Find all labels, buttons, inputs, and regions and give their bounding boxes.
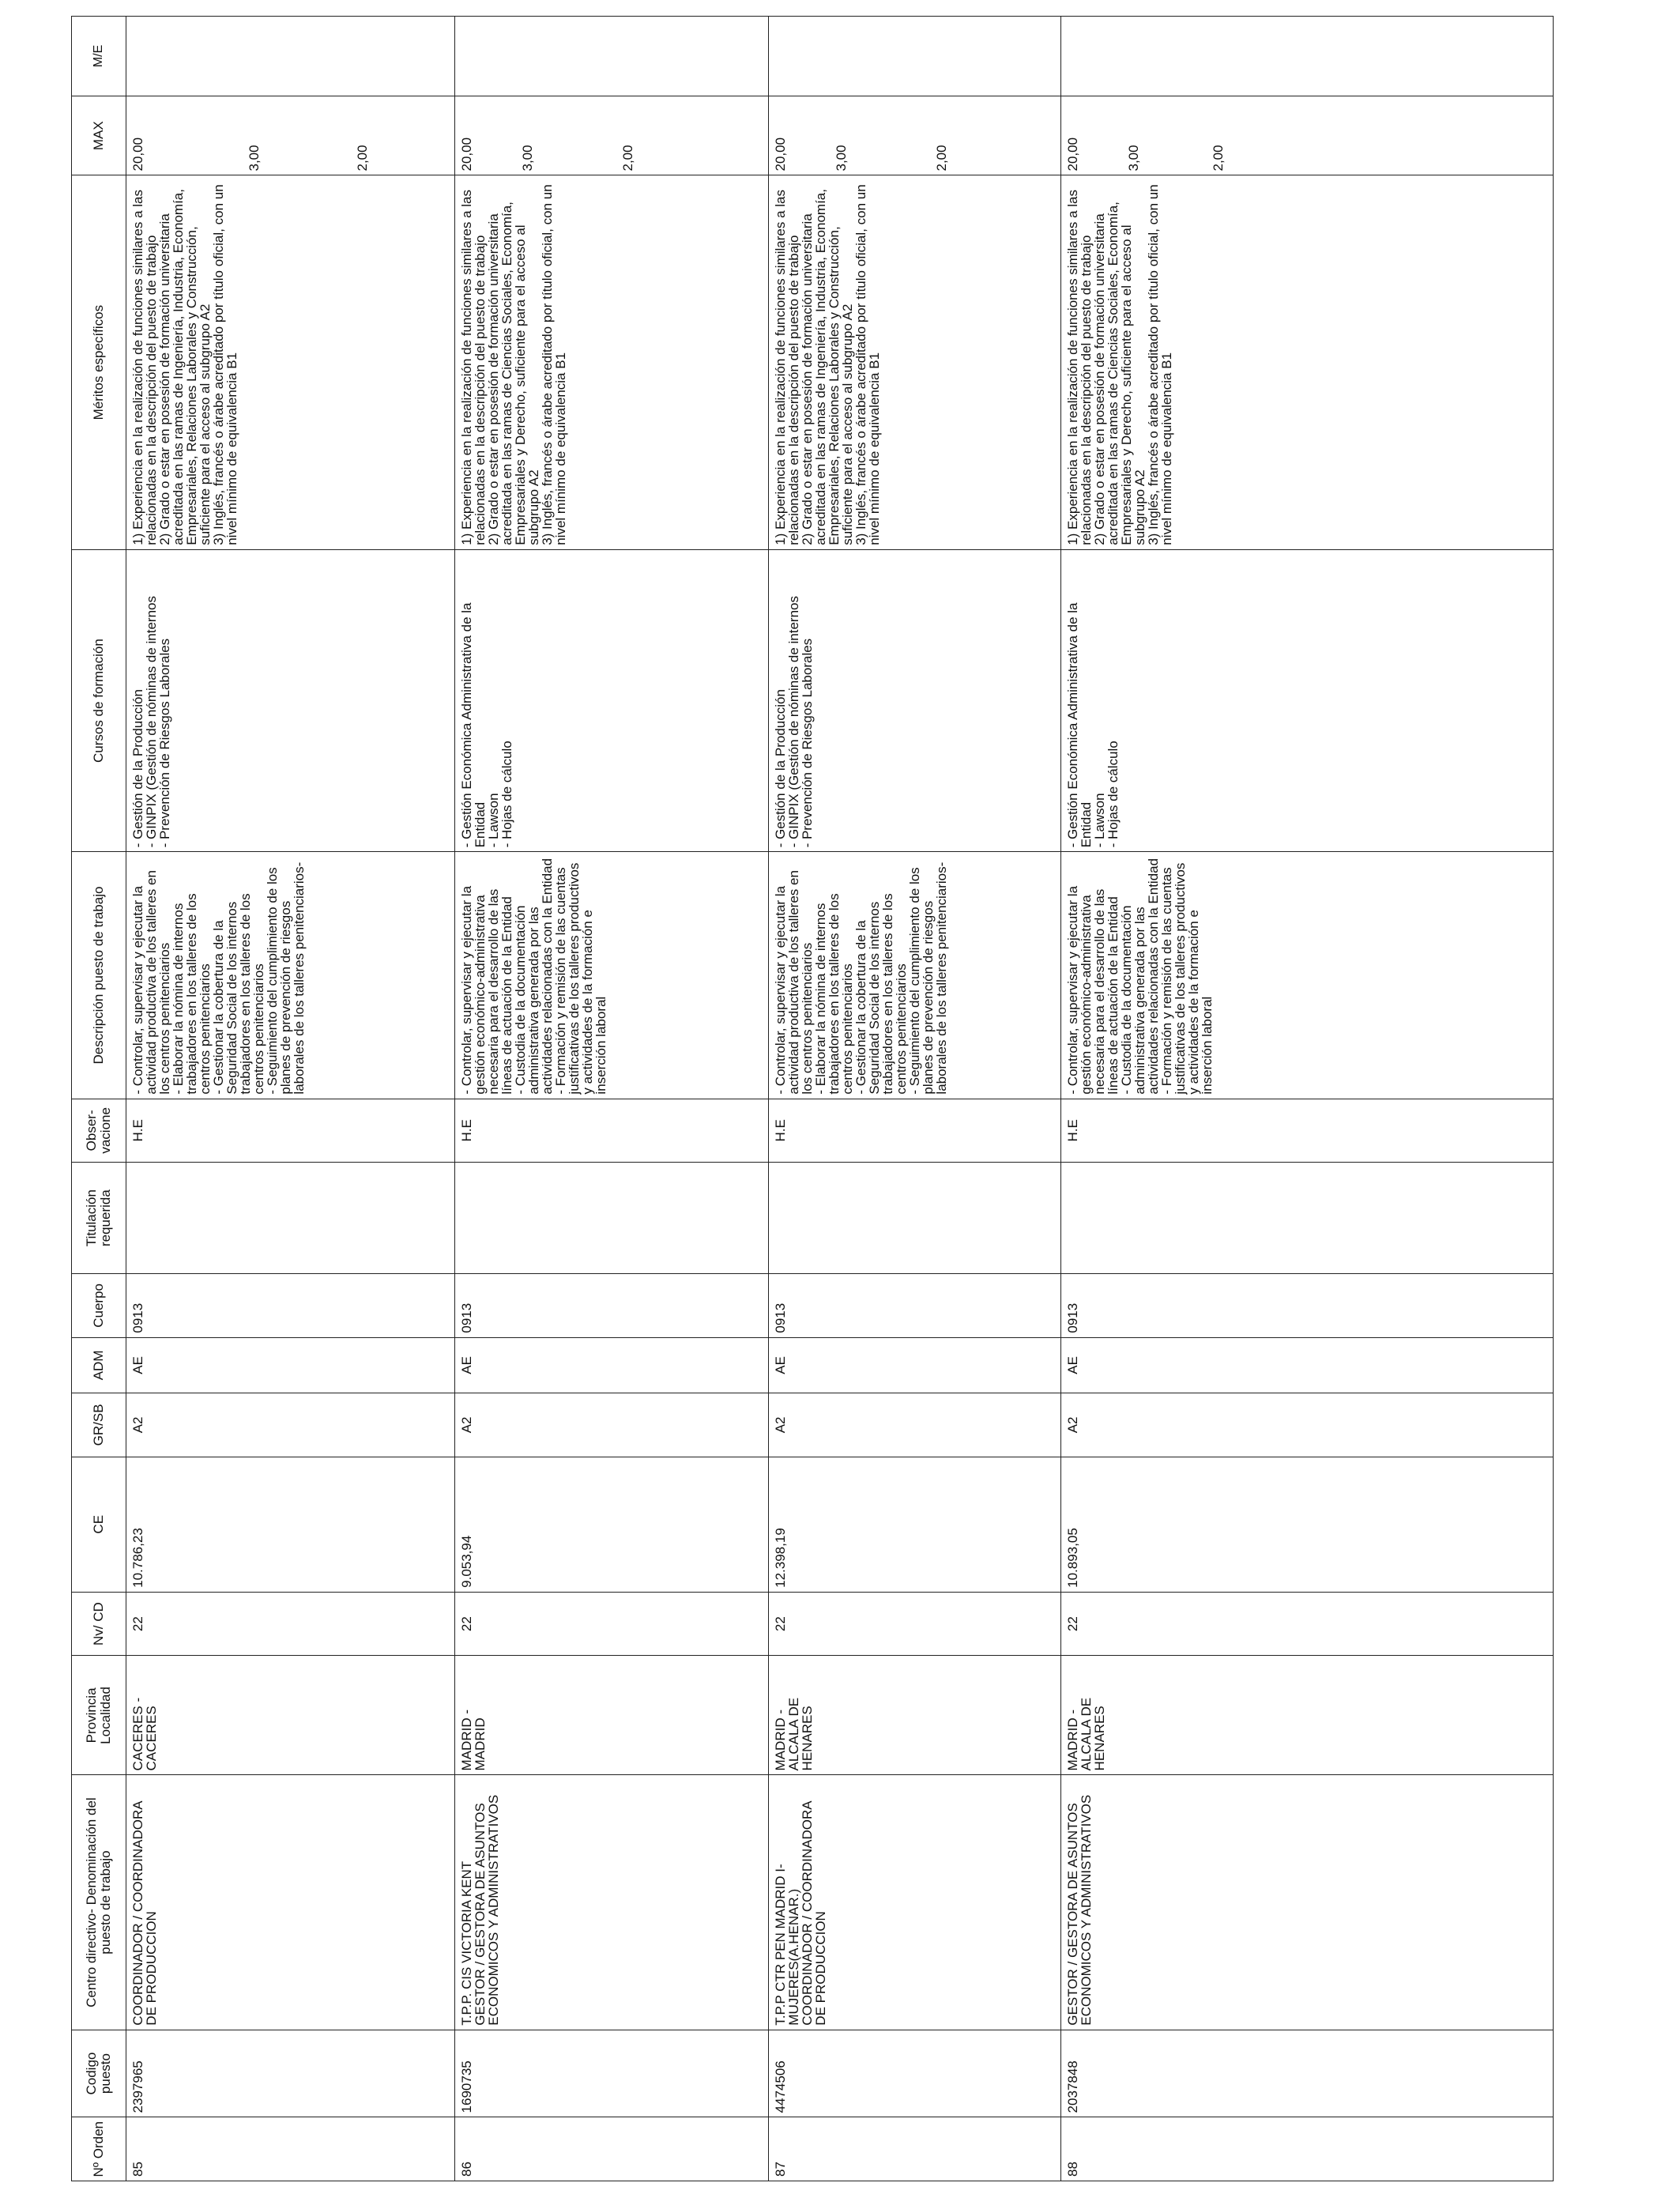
cell-observaciones: H.E	[454, 1099, 768, 1163]
cell-cursos: - Gestión Económica Administrativa de la Entidad - Lawson - Hojas de cálculo	[454, 549, 768, 852]
denominacion: GESTOR / GESTORA DE ASUNTOS ECONOMICOS Y ADMINISTRATIVOS	[472, 1794, 501, 2026]
cell-nivel: 22	[768, 1592, 1060, 1656]
max-value: 20,00	[1064, 137, 1080, 172]
cell-max	[454, 96, 768, 175]
max-value: 2,00	[355, 145, 370, 172]
cell-meritos: 1) Experiencia en la realización de funciones similares a las relacionadas en la descripción del puesto de trabajo 2) Grado o estar en posesión de formación universitaria acreditada en las ramas de Ciencias Sociales, Economía, Empresariales y Derecho, suficiente para el acceso al subgrupo A2 3) Inglés, francés o árabe acreditado por título oficial, con un nivel mínimo de equivalencia B1	[1060, 175, 1554, 549]
cell-adm: AE	[1060, 1337, 1554, 1393]
table-row	[454, 17, 768, 2181]
max-value: 2,00	[1210, 145, 1226, 172]
table-body	[126, 17, 1554, 2181]
cell-grupo: A2	[768, 1393, 1060, 1457]
cell-provincia: MADRID - ALCALA DE HENARES	[1060, 1656, 1554, 1775]
cell-max	[768, 96, 1060, 175]
cell-ce: 10.786,23	[126, 1457, 455, 1592]
cell-provincia: MADRID - MADRID	[454, 1656, 768, 1775]
cell-codigo: 4474506	[768, 2030, 1060, 2117]
cell-cuerpo: 0913	[1060, 1274, 1554, 1338]
cell-codigo: 2397965	[126, 2030, 455, 2117]
cell-meritos: 1) Experiencia en la realización de funciones similares a las relacionadas en la descripción del puesto de trabajo 2) Grado o estar en posesión de formación universitaria acreditada en las ramas de Ciencias Sociales, Economía, Empresariales y Derecho, suficiente para el acceso al subgrupo A2 3) Inglés, francés o árabe acreditado por título oficial, con un nivel mínimo de equivalencia B1	[454, 175, 768, 549]
cell-orden: 88	[1060, 2117, 1554, 2181]
table-header	[72, 17, 126, 2181]
max-value: 3,00	[247, 145, 262, 172]
cell-cursos: - Gestión Económica Administrativa de la Entidad - Lawson - Hojas de cálculo	[1060, 549, 1554, 852]
col-header-cursos: Cursos de formación	[72, 549, 126, 852]
table-row	[768, 17, 1060, 2181]
col-header-grupo: GR/SB	[72, 1393, 126, 1457]
col-header-titulacion: Titulación requerida	[72, 1163, 126, 1274]
cell-grupo: A2	[1060, 1393, 1554, 1457]
cell-adm: AE	[126, 1337, 455, 1393]
cell-descripcion: - Controlar, supervisar y ejecutar la gestión económico-administrativa necesaria para el desarrollo de las líneas de actuación de la Entidad - Custodia de la documentación administrativa generada por las actividades relacionadas con la Entidad - Formación y remisión de las cuentas justificativas de los talleres productivos y actividades de la formación e inserción laboral	[1060, 852, 1554, 1099]
cell-me	[454, 17, 768, 96]
cell-ce: 12.398,19	[768, 1457, 1060, 1592]
cell-observaciones: H.E	[1060, 1099, 1554, 1163]
cell-ce: 9.053,94	[454, 1457, 768, 1592]
cell-provincia: MADRID - ALCALA DE HENARES	[768, 1656, 1060, 1775]
cell-adm: AE	[768, 1337, 1060, 1393]
cell-cursos: - Gestión de la Producción - GINPIX (Gestión de nóminas de internos - Prevención de Riesgos Laborales	[768, 549, 1060, 852]
cell-cursos: - Gestión de la Producción - GINPIX (Gestión de nóminas de internos - Prevención de Riesgos Laborales	[126, 549, 455, 852]
col-header-descripcion: Descripción puesto de trabajo	[72, 852, 126, 1099]
table-row	[1060, 17, 1554, 2181]
rotated-table-wrapper	[71, 16, 1554, 2181]
cell-nivel: 22	[126, 1592, 455, 1656]
max-value: 20,00	[458, 137, 474, 172]
cell-meritos: 1) Experiencia en la realización de funciones similares a las relacionadas en la descripción del puesto de trabajo 2) Grado o estar en posesión de formación universitaria acreditada en las ramas de Ingeniería, Industria, Economía, Empresariales, Relaciones Laborales y Construcción, suficiente para el acceso al subgrupo A2 3) Inglés, francés o árabe acreditado por título oficial, con un nivel mínimo de equivalencia B1	[126, 175, 455, 549]
col-header-me: M/E	[72, 17, 126, 96]
cell-cuerpo: 0913	[454, 1274, 768, 1338]
cell-titulacion	[1060, 1163, 1554, 1274]
col-header-centro: Centro directivo- Denominación del puesto de trabajo	[72, 1775, 126, 2030]
col-header-nivel: Nv/ CD	[72, 1592, 126, 1656]
cell-titulacion	[454, 1163, 768, 1274]
col-header-max: MAX	[72, 96, 126, 175]
cell-cuerpo: 0913	[768, 1274, 1060, 1338]
col-header-provincia: Provincia Localidad	[72, 1656, 126, 1775]
col-header-cuerpo: Cuerpo	[72, 1274, 126, 1338]
cell-centro	[768, 1775, 1060, 2030]
header-row	[72, 17, 126, 2181]
cell-nivel: 22	[454, 1592, 768, 1656]
col-header-orden: Nº Orden	[72, 2117, 126, 2181]
cell-meritos: 1) Experiencia en la realización de funciones similares a las relacionadas en la descripción del puesto de trabajo 2) Grado o estar en posesión de formación universitaria acreditada en las ramas de Ingeniería, Industria, Economía, Empresariales, Relaciones Laborales y Construcción, suficiente para el acceso al subgrupo A2 3) Inglés, francés o árabe acreditado por título oficial, con un nivel mínimo de equivalencia B1	[768, 175, 1060, 549]
col-header-observaciones: Obser- vacione	[72, 1099, 126, 1163]
col-header-ce: CE	[72, 1457, 126, 1592]
col-header-codigo: Codigo puesto	[72, 2030, 126, 2117]
cell-descripcion: - Controlar, supervisar y ejecutar la actividad productiva de los talleres en los centros penitenciarios - Elaborar la nómina de internos trabajadores en los talleres de los centros penitenciarios - Gestionar la cobertura de la Seguridad Social de los internos trabajadores en los talleres de los centros penitenciarios - Seguimiento del cumplimiento de los planes de prevención de riesgos laborales de los talleres penitenciarios-	[126, 852, 455, 1099]
max-value: 3,00	[519, 145, 535, 172]
max-value: 20,00	[772, 137, 788, 172]
cell-descripcion: - Controlar, supervisar y ejecutar la gestión económico-administrativa necesaria para el desarrollo de las líneas de actuación de la Entidad - Custodia de la documentación administrativa generada por las actividades relacionadas con la Entidad - Formación y remisión de las cuentas justificativas de los talleres productivos y actividades de la formación e inserción laboral	[454, 852, 768, 1099]
cell-titulacion	[126, 1163, 455, 1274]
positions-table	[71, 16, 1554, 2181]
denominacion: GESTOR / GESTORA DE ASUNTOS ECONOMICOS Y ADMINISTRATIVOS	[1064, 1794, 1094, 2026]
cell-grupo: A2	[454, 1393, 768, 1457]
cell-max	[126, 96, 455, 175]
cell-cuerpo: 0913	[126, 1274, 455, 1338]
cell-provincia: CACERES - CACERES	[126, 1656, 455, 1775]
cell-observaciones: H.E	[768, 1099, 1060, 1163]
col-header-adm: ADM	[72, 1337, 126, 1393]
cell-observaciones: H.E	[126, 1099, 455, 1163]
cell-centro	[126, 1775, 455, 2030]
cell-me	[126, 17, 455, 96]
centro-header: T.P.P. CIS VICTORIA KENT	[458, 1860, 474, 2026]
max-value: 20,00	[130, 137, 145, 172]
table-row	[126, 17, 455, 2181]
cell-orden: 85	[126, 2117, 455, 2181]
col-header-meritos: Méritos específicos	[72, 175, 126, 549]
cell-me	[768, 17, 1060, 96]
denominacion: COORDINADOR / COORDINADORA DE PRODUCCION	[799, 1801, 828, 2026]
cell-max	[1060, 96, 1554, 175]
max-value: 2,00	[933, 145, 949, 172]
cell-nivel: 22	[1060, 1592, 1554, 1656]
cell-grupo: A2	[126, 1393, 455, 1457]
centro-header: T.P.P CTR PEN MADRID I-MUJERES(A.HENAR.)	[772, 1864, 801, 2026]
cell-centro	[1060, 1775, 1554, 2030]
cell-me	[1060, 17, 1554, 96]
cell-codigo: 2037848	[1060, 2030, 1554, 2117]
denominacion: COORDINADOR / COORDINADORA DE PRODUCCION	[130, 1801, 159, 2026]
cell-centro	[454, 1775, 768, 2030]
cell-adm: AE	[454, 1337, 768, 1393]
max-value: 3,00	[833, 145, 849, 172]
cell-titulacion	[768, 1163, 1060, 1274]
cell-orden: 87	[768, 2117, 1060, 2181]
cell-codigo: 1690735	[454, 2030, 768, 2117]
cell-descripcion: - Controlar, supervisar y ejecutar la actividad productiva de los talleres en los centros penitenciarios - Elaborar la nómina de internos trabajadores en los talleres de los centros penitenciarios - Gestionar la cobertura de la Seguridad Social de los internos trabajadores en los talleres de los centros penitenciarios - Seguimiento del cumplimiento de los planes de prevención de riesgos laborales de los talleres penitenciarios-	[768, 852, 1060, 1099]
max-value: 2,00	[620, 145, 635, 172]
cell-orden: 86	[454, 2117, 768, 2181]
max-value: 3,00	[1125, 145, 1141, 172]
cell-ce: 10.893,05	[1060, 1457, 1554, 1592]
